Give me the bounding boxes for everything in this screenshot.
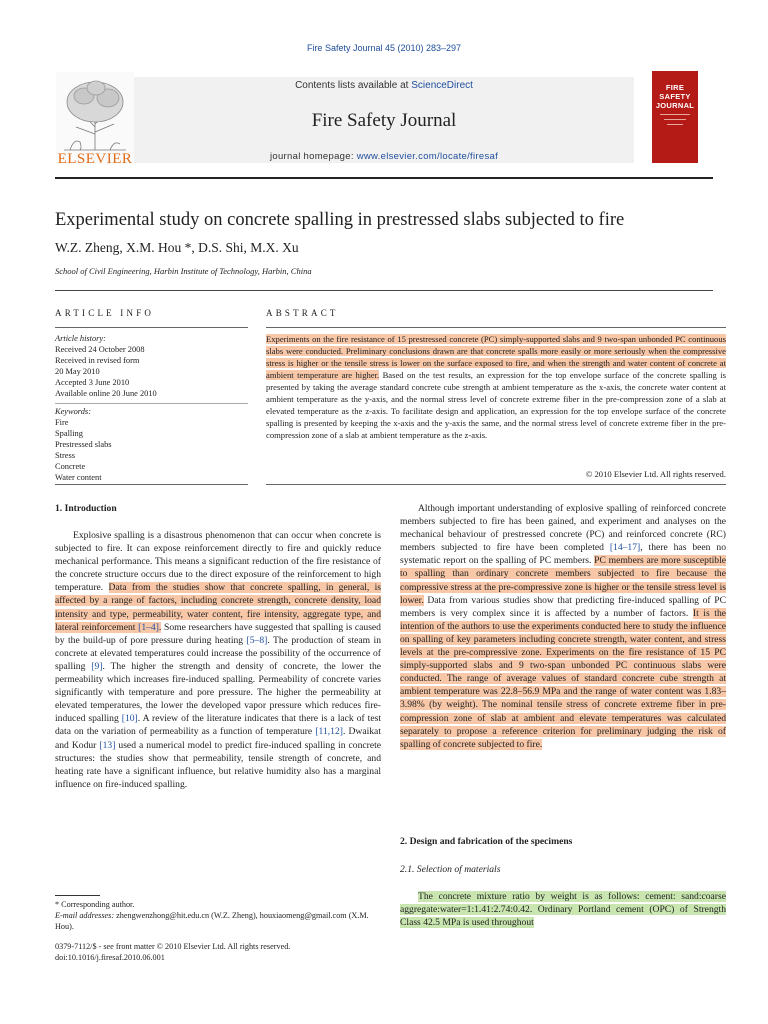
issn-line: 0379-7112/$ - see front matter © 2010 Elsevier Ltd. All rights reserved. — [55, 942, 291, 951]
homepage-line: journal homepage: www.elsevier.com/locate/firesaf — [269, 151, 499, 162]
citation-link[interactable]: [11,12] — [315, 726, 343, 738]
journal-cover — [652, 71, 698, 163]
citation-link[interactable]: [14–17] — [609, 542, 641, 554]
history-item: 20 May 2010 — [55, 367, 100, 376]
keywords-label: Keywords: — [55, 407, 91, 416]
abstract-text: Experiments on the fire resistance of 15 prestressed concrete (PC) simply-supported slabs and 9 two-span unbonded PC continuous slabs were conducted. Preliminary conclusions drawn are that concrete spalls more easily or more seriously when the compressive stress is higher or the tensile stress is lower on the surface exposed to fire, and when the strength and water content of concrete at ambient temperature are higher. Based on the test results, an expression for the top envelope surface of the concrete spalling is presented by taking the average standard concrete cube strength at ambient temperature as the x-axis, the concrete water content at ambient temperature as the y-axis, and the normal stress level of concrete extreme fiber in the pre-compression zone of a slab at elevated temperature as the z-axis. To facilitate design and application, an expression for the top envelope surface of the concrete spalling is presented by keeping the x-axis and the y-axis the same, and the normal stress level of concrete extreme fiber in the pre-compression zone of a slab at ambient temperature as the z-axis. — [266, 334, 727, 441]
journal-reference[interactable]: Fire Safety Journal 45 (2010) 283–297 — [306, 43, 462, 53]
publisher-name: ELSEVIER — [57, 151, 133, 167]
cover-title-line: FIRE — [665, 83, 685, 92]
keyword: Fire — [55, 418, 69, 427]
highlighted-text: Experiments on the fire resistance of 15 prestressed concrete (PC) simply-supported slabs and 9 two-span unbonded PC continuous slabs were conducted. Preliminary conclusions drawn are that concrete spalls more easily or more seriously when the compressive stress is higher or the tensile stress is lower on the surface exposed to fire, and when the strength and water content of concrete at ambient temperature are higher. — [266, 334, 726, 381]
article-info-heading: ARTICLE INFO — [55, 308, 155, 318]
doi-line[interactable]: doi:10.1016/j.firesaf.2010.06.001 — [55, 953, 165, 962]
article-history — [55, 333, 248, 399]
body-column-right — [400, 502, 726, 751]
citation-link[interactable]: [9] — [91, 660, 103, 672]
divider — [55, 290, 713, 291]
paragraph — [400, 890, 726, 929]
abstract-heading: ABSTRACT — [266, 308, 339, 318]
paragraph: Explosive spalling is a disastrous phenomenon that can occur when concrete is subjected to fire. It can expose reinforcement directly to fire and quickly reduce mechanical performance. This means a significant reduction of the fire resistance of the concrete structure occurs due to the direct exposure of the reinforcement to high temperature. Data from the studies show that concrete spalling, in general, is affected by a range of factors, including concrete strength, concrete density, load intensity and type, permeability, water content, fire intensity, aggregate type, and lateral reinforcement [1–4]. Some researchers have suggested that spalling is caused by the build-up of pore pressure during heating [5–8]. The production of steam in concrete at elevated temperatures could increase the possibility of the occurrence of spalling [9]. The higher the strength and density of concrete, the lower the permeability which increases fire-induced spalling. Permeability of concrete varies significantly with temperature and pore pressure. The higher the permeability at elevated temperatures, the lower the developed vapor pressure which reduces fire-induced spalling [10]. A review of the literature indicates that there is a lack of test data on the variation of permeability as a function of temperature [11,12]. Dwaikat and Kodur [13] used a numerical model to predict fire-induced spalling in concrete structures: the studies show that permeability, tensile strength of concrete, and heating rate have a significant influence, but relative humidity also has a marginal influence on fire-induced spalling. — [55, 530, 382, 790]
citation-link[interactable]: [1–4] — [138, 621, 159, 633]
highlighted-text: It is the intention of the authors to use the experiments conducted here to study the influence on spalling of key parameters including concrete strength, water content, and stress levels at the pre-compressive zone. Experiments on the fire resistance of 15 PC simply-supported slabs and 9 two-span unbonded PC continuous slabs were conducted. The range of average values of standard concrete cube strength at ambient temperature was 22.8–56.9 MPa and the range of water content was 1.83–3.98% (by weight). The nominal tensile stress of concrete extreme fiber in pre-compression zone of slab at ambient and elevate temperatures was calculated separately to propose a reference criterion for preliminary judging the risk of spalling of concrete subjected to fire. — [400, 607, 726, 750]
keywords — [55, 406, 248, 483]
highlighted-text: The concrete mixture ratio by weight is as follows: cement: sand:coarse aggregate:water=1:1.41:2.74:0.42. Ordinary Portland cement (OPC) of Strength Class 42.5 MPa is used throughout — [400, 891, 726, 929]
history-item: Available online 20 June 2010 — [55, 389, 157, 398]
keyword: Prestressed slabs — [55, 440, 112, 449]
citation-link[interactable]: [13] — [99, 739, 116, 751]
email-addresses[interactable]: zhengwenzhong@hit.edu.cn (W.Z. Zheng), houxiaomeng@gmail.com (X.M. Hou). — [55, 911, 369, 931]
divider — [55, 403, 248, 404]
history-item: Received in revised form — [55, 356, 140, 365]
divider — [266, 327, 726, 328]
keyword: Concrete — [55, 462, 86, 471]
footnote-rule — [55, 895, 100, 896]
footnote — [55, 899, 381, 932]
author-list: W.Z. Zheng, X.M. Hou *, D.S. Shi, M.X. Xu — [55, 240, 299, 255]
divider — [55, 484, 248, 485]
citation-link[interactable]: [10] — [121, 713, 138, 725]
email-label: E-mail addresses: — [55, 911, 115, 920]
contents-line: Contents lists available at ScienceDirect — [295, 80, 473, 91]
body-column-right-2 — [400, 890, 726, 929]
divider — [266, 484, 726, 485]
cover-title-line: JOURNAL — [655, 101, 695, 110]
front-matter — [55, 941, 381, 963]
divider — [55, 327, 248, 328]
section-heading: 2. Design and fabrication of the specimens — [400, 836, 573, 847]
corresponding-author-note: * Corresponding author. — [55, 900, 135, 909]
section-heading: 1. Introduction — [55, 503, 117, 514]
citation-link[interactable]: [5–8] — [246, 634, 268, 646]
keyword: Stress — [55, 451, 76, 460]
body-column-left — [55, 529, 381, 791]
sciencedirect-link[interactable]: ScienceDirect — [411, 80, 473, 91]
affiliation: School of Civil Engineering, Harbin Institute of Technology, Harbin, China — [55, 266, 312, 276]
homepage-link[interactable]: www.elsevier.com/locate/firesaf — [356, 151, 499, 162]
highlighted-text: Data from the studies show that concrete spalling, in general, is affected by a range of factors, including concrete strength, concrete density, load intensity and type, permeability, water content, fire intensity, aggregate type, and lateral reinforcement [1–4]. — [55, 582, 381, 633]
journal-title: Fire Safety Journal — [311, 110, 457, 131]
highlighted-text: PC members are more susceptible to spalling than ordinary concrete members subjected to fire because the compressive stress at the pre-compressive zone is higher or the tensile stress level is lower. — [400, 555, 727, 606]
subsection-heading: 2.1. Selection of materials — [400, 864, 501, 875]
keyword: Spalling — [55, 429, 83, 438]
history-item: Received 24 October 2008 — [55, 345, 145, 354]
cover-title-line: SAFETY — [659, 92, 691, 101]
article-title: Experimental study on concrete spalling in prestressed slabs subjected to fire — [55, 210, 625, 230]
header-rule — [55, 177, 713, 179]
copyright: © 2010 Elsevier Ltd. All rights reserved. — [585, 469, 726, 479]
history-item: Accepted 3 June 2010 — [55, 378, 130, 387]
keyword: Water content — [55, 473, 102, 482]
paragraph: Although important understanding of explosive spalling of reinforced concrete members subjected to fire has been gained, and experiment and analyses on the mechanical behaviour of prestressed concrete (PC) and reinforced concrete (RC) members subjected to fire have been completed [14–17], there has been no systematic report on the spalling of PC members. PC members are more susceptible to spalling than ordinary concrete members subjected to fire because the compressive stress at the pre-compressive zone is higher or the tensile stress level is lower. Data from various studies show that predicting fire-induced spalling of PC members is very complex since it is affected by a number of factors. It is the intention of the authors to use the experiments conducted here to study the influence on spalling of key parameters including concrete strength, water content, and stress levels at the pre-compressive zone. Experiments on the fire resistance of 15 PC simply-supported slabs and 9 two-span unbonded PC continuous slabs were conducted. The range of average values of standard concrete cube strength at ambient temperature was 22.8–56.9 MPa and the range of water content was 1.83–3.98% (by weight). The nominal tensile stress of concrete extreme fiber in pre-compression zone of slab at ambient and elevate temperatures was calculated separately to propose a reference criterion for preliminary judging the risk of spalling of concrete subjected to fire. — [400, 503, 727, 750]
history-label: Article history: — [55, 334, 106, 343]
